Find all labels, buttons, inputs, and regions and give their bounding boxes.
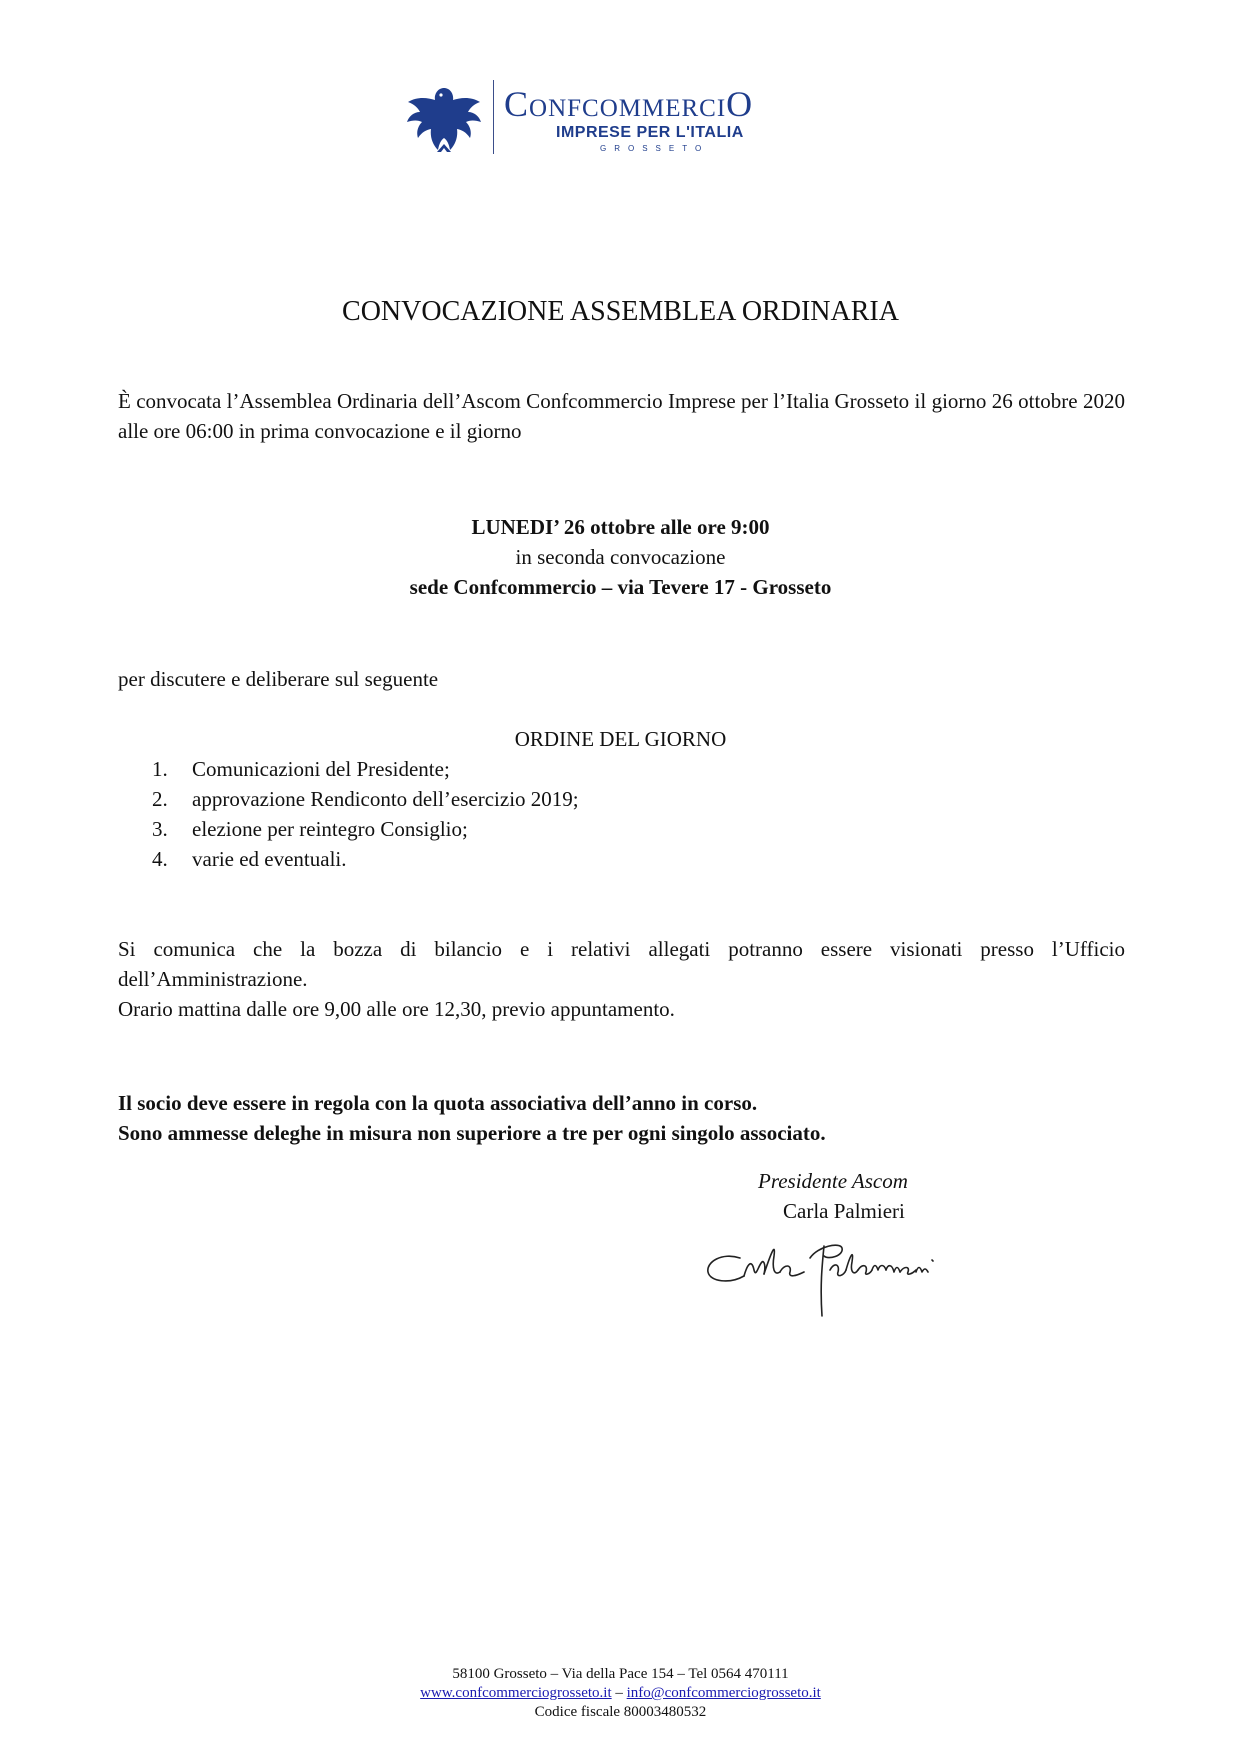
list-item-text: approvazione Rendiconto dell’esercizio 2019; <box>192 787 579 811</box>
handwritten-signature <box>700 1226 980 1326</box>
signer-role: Presidente Ascom <box>758 1169 908 1193</box>
meeting-details <box>0 512 1241 602</box>
list-item-number: 4. <box>152 847 168 871</box>
meeting-venue: sede Confcommercio – via Tevere 17 - Grosseto <box>409 575 832 599</box>
website-link[interactable]: www.confcommerciogrosseto.it <box>420 1685 612 1701</box>
agenda-list <box>152 754 579 874</box>
intro-paragraph: È convocata l’Assemblea Ordinaria dell’Ascom Confcommercio Imprese per l’Italia Grosseto il giorno 26 ottobre 2020 alle ore 06:00 in prima convocazione e il giorno <box>118 389 1125 443</box>
lead-in-text: per discutere e deliberare sul seguente <box>118 667 439 691</box>
rule-line: Il socio deve essere in regola con la quota associativa dell’anno in corso. <box>118 1091 758 1115</box>
membership-rules <box>118 1088 826 1148</box>
signer-name: Carla Palmieri <box>783 1199 905 1223</box>
list-item-number: 1. <box>152 757 168 781</box>
list-item <box>152 814 579 844</box>
list-item-number: 3. <box>152 817 168 841</box>
footer-address: 58100 Grosseto – Via della Pace 154 – Tel 0564 470111 <box>452 1666 789 1682</box>
footer-tax-code: Codice fiscale 80003480532 <box>534 1704 707 1720</box>
logo-name: ConfcommerciO <box>504 84 754 124</box>
list-item <box>152 844 579 874</box>
meeting-convocation: in seconda convocazione <box>515 545 726 569</box>
signature-block <box>758 1166 908 1226</box>
rule-line: Sono ammesse deleghe in misura non superiore a tre per ogni singolo associato. <box>118 1121 826 1145</box>
logo-subtitle: IMPRESE PER L'ITALIA <box>556 124 744 141</box>
agenda-title: ORDINE DEL GIORNO <box>514 727 727 751</box>
footer <box>0 1665 1241 1722</box>
logo <box>404 78 844 158</box>
logo-divider <box>493 80 494 154</box>
meeting-date: LUNEDI’ 26 ottobre alle ore 9:00 <box>471 515 770 539</box>
list-item <box>152 784 579 814</box>
eagle-emblem-icon <box>404 82 484 158</box>
list-item-text: varie ed eventuali. <box>192 847 347 871</box>
logo-city: GROSSETO <box>600 144 710 153</box>
list-item-text: Comunicazioni del Presidente; <box>192 757 450 781</box>
list-item-text: elezione per reintegro Consiglio; <box>192 817 468 841</box>
email-link[interactable]: info@confcommerciogrosseto.it <box>626 1685 821 1701</box>
office-hours: Orario mattina dalle ore 9,00 alle ore 12,30, previo appuntamento. <box>118 997 675 1021</box>
list-item-number: 2. <box>152 787 168 811</box>
footer-contacts <box>0 1684 1241 1703</box>
contact-separator: – <box>611 1685 627 1701</box>
notice-paragraph: Si comunica che la bozza di bilancio e i relativi allegati potranno essere visionati presso l’Ufficio dell’Amministrazione. <box>118 937 1125 991</box>
document-title: CONVOCAZIONE ASSEMBLEA ORDINARIA <box>342 296 899 327</box>
list-item <box>152 754 579 784</box>
